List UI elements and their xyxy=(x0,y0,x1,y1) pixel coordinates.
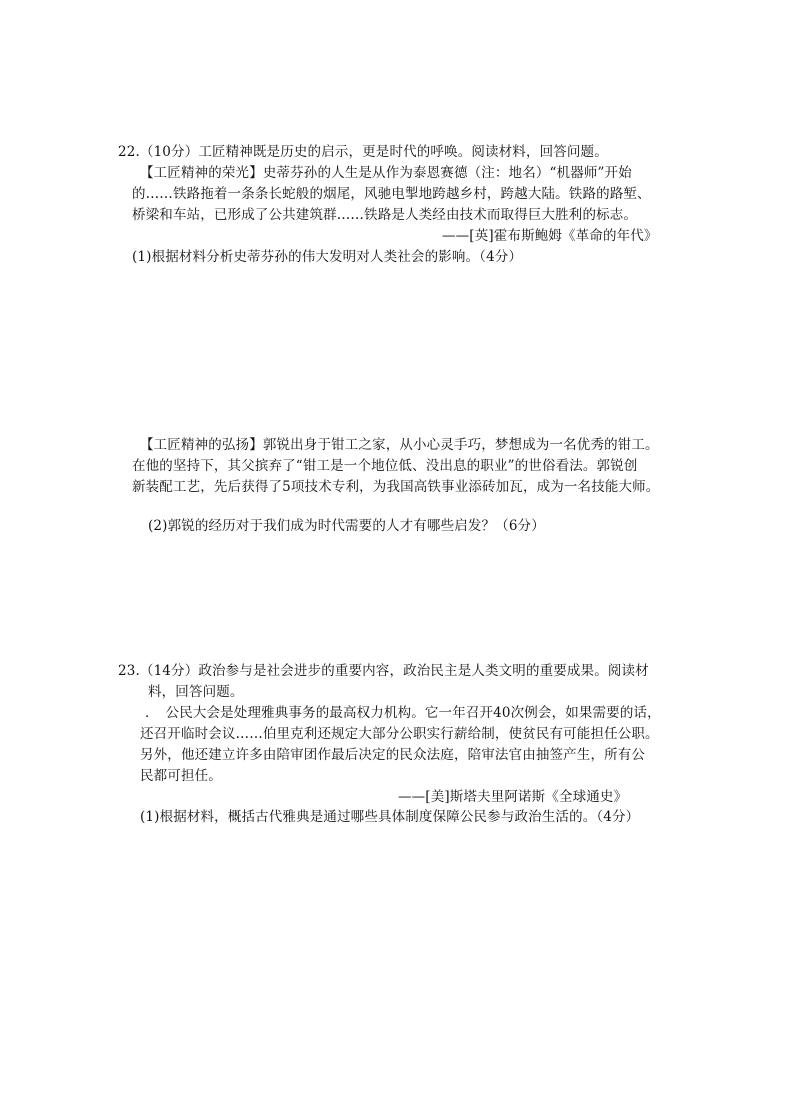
q22-subquestion-1: (1)根据材料分析史蒂芬孙的伟大发明对人类社会的影响。（4分） xyxy=(132,249,523,265)
q23-subquestion-1: (1)根据材料，概括古代雅典是通过哪些具体制度保障公民参与政治生活的。（4分） xyxy=(140,809,640,825)
q23-header-line-2: 料，回答问题。 xyxy=(148,684,244,700)
q22-material-1-line-2: 的……铁路拖着一条条长蛇般的烟尾，风驰电掣地跨越乡村，跨越大陆。铁路的路堑、 xyxy=(132,186,651,202)
q22-material-1-line-3: 桥梁和车站，已形成了公共建筑群……铁路是人类经由技术而取得巨大胜利的标志。 xyxy=(132,207,638,223)
q22-material-1-line-1: 【工匠精神的荣光】史蒂芬孙的人生是从作为泰恩赛德（注：地名）“机器师”开始 xyxy=(140,165,632,181)
q22-header: 22.（10分）工匠精神既是历史的启示，更是时代的呼唤。阅读材料，回答问题。 xyxy=(118,144,608,160)
q22-material-2-line-2: 在他的坚持下，其父摈弃了“钳工是一个地位低、没出息的职业”的世俗看法。郭锐创 xyxy=(132,458,638,474)
q22-material-2-line-3: 新装配工艺，先后获得了5项技术专利，为我国高铁事业添砖加瓦，成为一名技能大师。 xyxy=(132,479,660,495)
q22-material-1-source: ——[英]霍布斯鲍姆《革命的年代》 xyxy=(442,228,658,244)
q22-subquestion-2: (2)郭锐的经历对于我们成为时代需要的人才有哪些启发？（6分） xyxy=(148,518,545,534)
q23-material-source: ——[美]斯塔夫里阿诺斯《全球通史》 xyxy=(398,789,628,805)
q23-material-line-1: ． 公民大会是处理雅典事务的最高权力机构。它一年召开40次例会，如果需要的话， xyxy=(145,705,661,721)
q23-header-line-1: 23.（14分）政治参与是社会进步的重要内容，政治民主是人类文明的重要成果。阅读材 xyxy=(118,663,649,679)
q23-material-line-3: 另外，他还建立许多由陪审团作最后决定的民众法庭，陪审法官由抽签产生，所有公 xyxy=(140,747,646,763)
q22-material-2-line-1: 【工匠精神的弘扬】郭锐出身于钳工之家，从小心灵手巧，梦想成为一名优秀的钳工。 xyxy=(140,437,659,453)
q23-material-line-2: 还召开临时会议……伯里克利还规定大部分公职实行薪给制，使贫民有可能担任公职。 xyxy=(140,726,659,742)
q23-material-line-4: 民都可担任。 xyxy=(140,768,222,784)
